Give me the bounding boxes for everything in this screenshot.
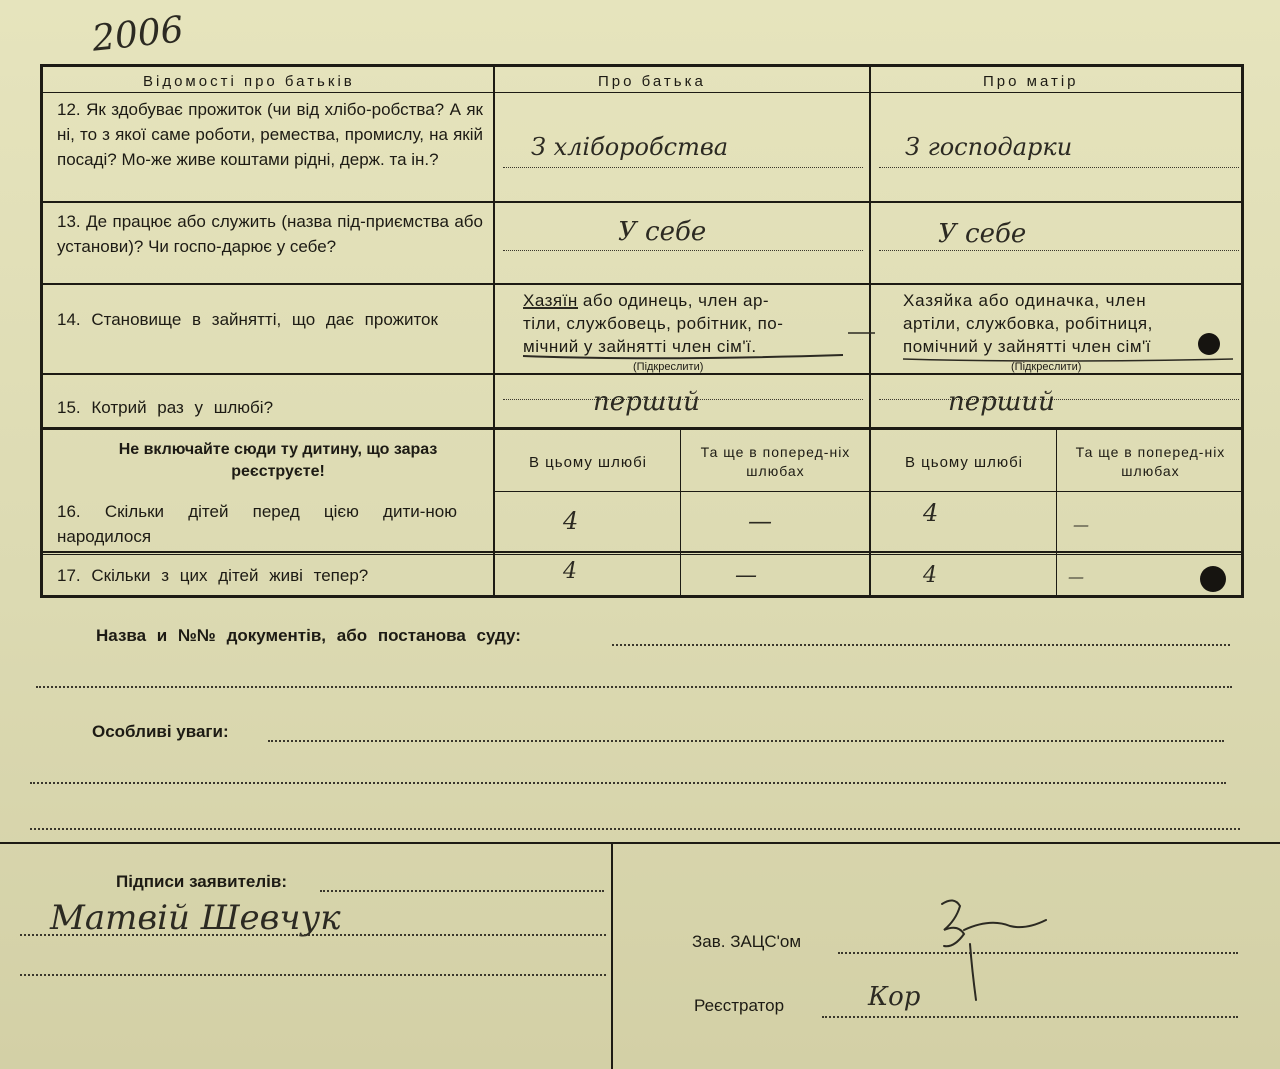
answer-15-mother: перший xyxy=(948,387,1055,417)
q16-father-prev: — xyxy=(748,507,772,535)
mother-prev-marriage-header: Та ще в поперед-ніх шлюбах xyxy=(1075,444,1226,479)
q17-father-prev: — xyxy=(735,563,757,588)
q16-mother-prev: — xyxy=(1073,515,1089,534)
mother-underline-hint: (Підкреслити) xyxy=(1011,361,1082,373)
father-underline-hint: (Підкреслити) xyxy=(633,361,704,373)
question-12: 12. Як здобуває прожиток (чи від хлібо-робства? А як ні, то з якої саме роботи, ремества, промислу, на якій посаді? Мо-же живе коштами рідні, держ. та ін.? xyxy=(57,100,483,169)
head-label: Зав. ЗАЦС'ом xyxy=(692,932,802,951)
mother-underline-marks xyxy=(893,355,1253,365)
father-occupation-line-1: Хазяїн або одинець, член ар- xyxy=(523,291,770,310)
answer-12-father: З хліборобства xyxy=(531,133,729,161)
documents-label: Назва и №№ документів, або постанова суду: xyxy=(96,626,521,645)
answer-13-father: У себе xyxy=(618,217,707,247)
mother-occupation-line-3: помічний у зайнятті член сім'ї xyxy=(903,337,1151,356)
father-occupation-line-2: тіли, службовець, робітник, по- xyxy=(523,314,784,333)
father-prev-marriage-header: Та ще в поперед-ніх шлюбах xyxy=(700,444,851,479)
punch-hole xyxy=(1198,333,1220,355)
q16-father-this: 4 xyxy=(563,507,579,535)
head-signature-icon xyxy=(930,890,1070,1010)
father-this-marriage-header: В цьому шлюбі xyxy=(528,454,648,471)
signatures-label: Підписи заявителів: xyxy=(116,872,287,891)
answer-12-mother: З господарки xyxy=(905,133,1073,161)
mother-occupation-line-2: артіли, службовка, робітниця, xyxy=(903,314,1153,333)
punch-hole xyxy=(1200,566,1226,592)
header-father: Про батька xyxy=(598,73,706,90)
q17-father-this: 4 xyxy=(563,559,577,584)
parents-info-table xyxy=(40,64,1244,598)
answer-13-mother: У себе xyxy=(938,219,1027,249)
archive-number: 2006 xyxy=(90,9,186,60)
q17-mother-prev: — xyxy=(1068,567,1084,586)
mother-occupation-line-1: Хазяйка або одиначка, член xyxy=(903,291,1147,310)
question-17: 17. Скільки з цих дітей живі тепер? xyxy=(57,566,369,585)
father-occupation-line-3: мічний у зайнятті член сім'ї. xyxy=(523,337,757,356)
children-note: Не включайте сюди ту дитину, що зараз реєструєте! xyxy=(118,441,438,480)
applicant-signature: Матвій Шевчук xyxy=(50,898,341,938)
question-16: 16. Скільки дітей перед цією дити-ною народилося xyxy=(57,502,457,546)
registrar-signature: Кор xyxy=(868,982,921,1012)
father-underline-marks xyxy=(503,305,883,365)
q16-mother-this: 4 xyxy=(923,499,939,527)
remarks-label: Особливі уваги: xyxy=(92,722,229,741)
answer-15-father: перший xyxy=(593,387,700,417)
question-14: 14. Становище в зайнятті, що дає прожиток xyxy=(57,310,438,329)
mother-this-marriage-header: В цьому шлюбі xyxy=(904,454,1024,471)
q17-mother-this: 4 xyxy=(923,563,937,588)
question-15: 15. Котрий раз у шлюбі? xyxy=(57,398,274,417)
registrar-label: Реєстратор xyxy=(694,996,785,1015)
header-parents-info: Відомості про батьків xyxy=(143,73,355,90)
question-13: 13. Де працює або служить (назва під-приємства або установи)? Чи госпо-дарює у себе? xyxy=(57,212,483,256)
header-mother: Про матір xyxy=(983,73,1079,90)
